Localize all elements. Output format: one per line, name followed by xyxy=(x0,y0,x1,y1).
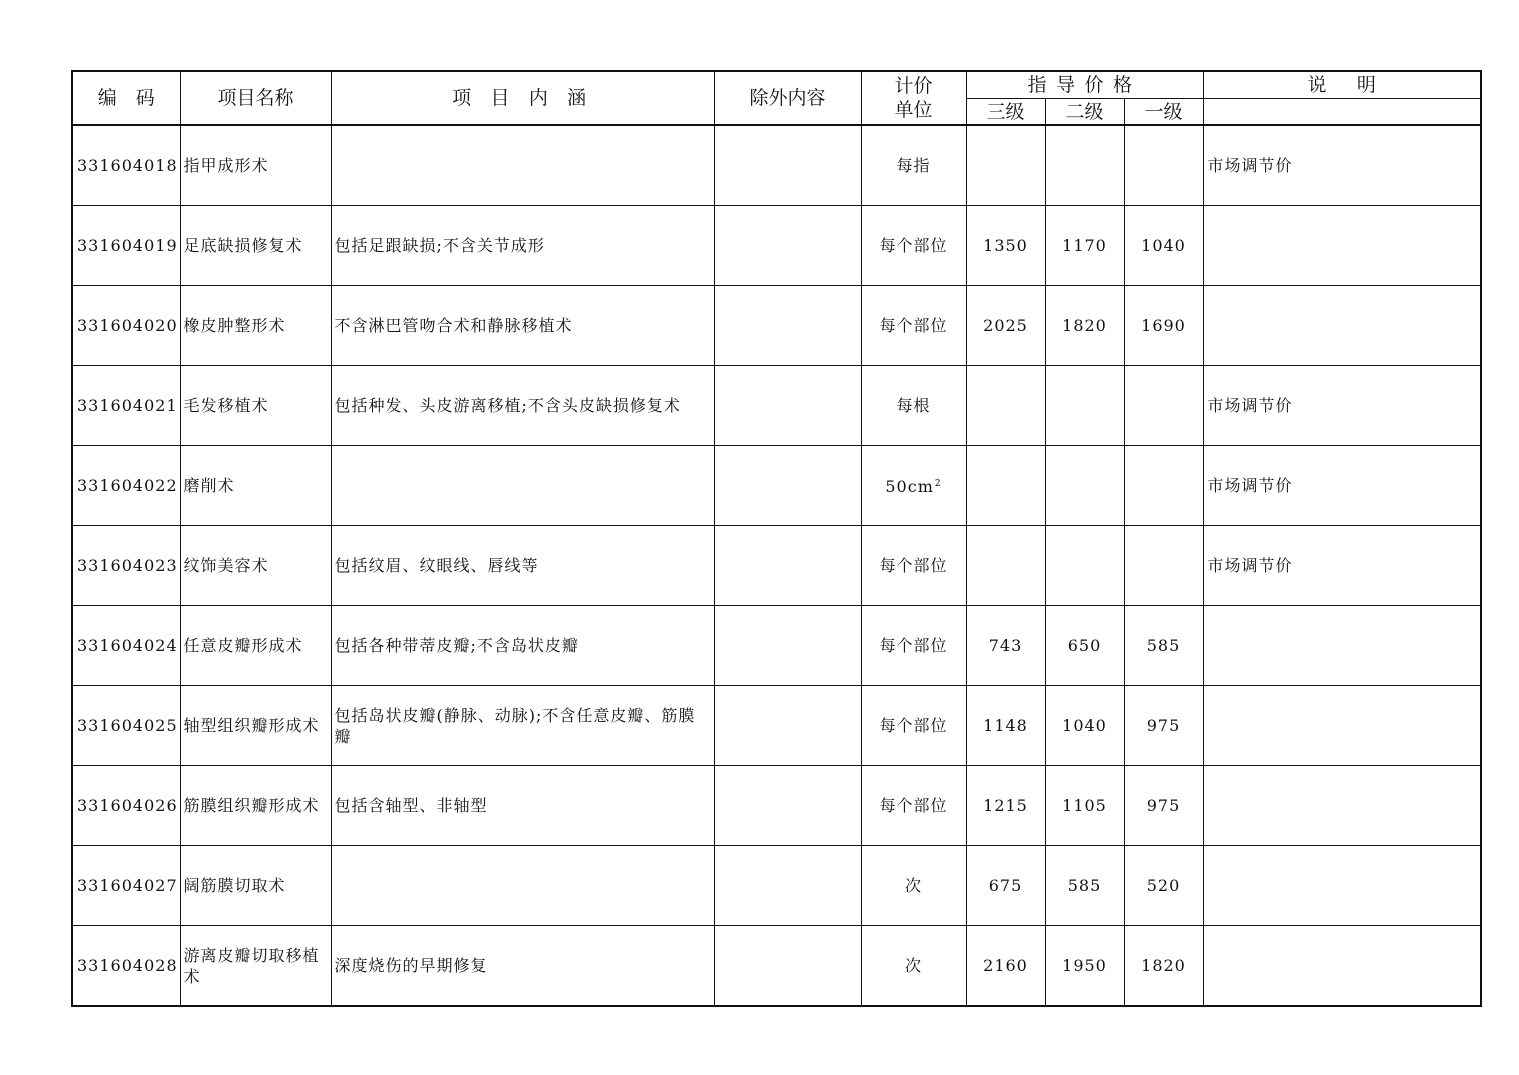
cell-name-text: 毛发移植术 xyxy=(183,396,269,415)
cell-code-text: 331604023 xyxy=(77,556,178,575)
cell-code xyxy=(72,366,180,446)
header-content-label: 项 目 内 涵 xyxy=(452,87,593,109)
cell-price-level3 xyxy=(966,526,1045,606)
cell-price-level2 xyxy=(1045,846,1124,926)
cell-price-level3 xyxy=(966,206,1045,286)
cell-name-text: 任意皮瓣形成术 xyxy=(183,636,303,655)
header-excluded-label: 除外内容 xyxy=(749,87,826,109)
cell-price-level1 xyxy=(1124,846,1203,926)
cell-unit-text: 每个部位 xyxy=(879,796,948,815)
cell-code-text: 331604019 xyxy=(77,236,178,255)
cell-price-level2 xyxy=(1045,206,1124,286)
cell-price-level1-text: 1820 xyxy=(1141,956,1186,975)
cell-note xyxy=(1203,446,1481,526)
cell-content-text: 包括各种带蒂皮瓣;不含岛状皮瓣 xyxy=(334,636,579,655)
cell-name-text: 阔筋膜切取术 xyxy=(183,876,286,895)
header-level2-label: 二级 xyxy=(1065,100,1104,123)
cell-content xyxy=(331,446,714,526)
cell-name-text: 指甲成形术 xyxy=(183,156,269,175)
cell-unit-text: 每根 xyxy=(896,396,931,415)
header-code-label: 编 码 xyxy=(97,87,155,109)
header-level1-label: 一级 xyxy=(1144,100,1183,123)
unit-superscript: 2 xyxy=(934,479,942,489)
cell-unit-text: 每个部位 xyxy=(879,636,948,655)
header-name-label: 项目名称 xyxy=(217,87,294,109)
cell-code-text: 331604022 xyxy=(77,476,178,495)
cell-price-level3 xyxy=(966,366,1045,446)
header-guide-price-label: 指导价格 xyxy=(1027,74,1142,96)
table-header xyxy=(72,71,1481,125)
cell-price-level3-text: 2025 xyxy=(983,316,1028,335)
cell-name xyxy=(180,606,331,686)
cell-price-level1 xyxy=(1124,286,1203,366)
cell-price-level2 xyxy=(1045,446,1124,526)
table-row xyxy=(72,686,1481,766)
cell-content-text: 包括足跟缺损;不含关节成形 xyxy=(334,236,545,255)
cell-excluded xyxy=(714,846,861,926)
cell-content xyxy=(331,206,714,286)
header-notes xyxy=(1203,71,1481,99)
cell-price-level2-text: 1950 xyxy=(1062,956,1107,975)
cell-price-level2 xyxy=(1045,526,1124,606)
cell-content xyxy=(331,366,714,446)
cell-content-text: 包括种发、头皮游离移植;不含头皮缺损修复术 xyxy=(334,396,681,415)
cell-price-level1-text: 1040 xyxy=(1141,236,1186,255)
cell-unit xyxy=(861,606,966,686)
cell-code xyxy=(72,206,180,286)
header-unit-line1: 计价 xyxy=(894,75,933,97)
cell-unit-text: 次 xyxy=(904,876,922,895)
table-row xyxy=(72,446,1481,526)
cell-price-level1 xyxy=(1124,926,1203,1007)
cell-unit-text: 每个部位 xyxy=(879,236,948,255)
cell-name xyxy=(180,926,331,1007)
table-row xyxy=(72,286,1481,366)
header-level3 xyxy=(966,99,1045,126)
cell-name xyxy=(180,125,331,206)
header-level1 xyxy=(1124,99,1203,126)
cell-price-level1 xyxy=(1124,125,1203,206)
cell-code-text: 331604021 xyxy=(77,396,178,415)
cell-price-level2 xyxy=(1045,366,1124,446)
cell-name xyxy=(180,286,331,366)
cell-excluded xyxy=(714,366,861,446)
cell-price-level3 xyxy=(966,606,1045,686)
table-row xyxy=(72,366,1481,446)
cell-unit-text: 每指 xyxy=(896,156,931,175)
cell-content-text: 包括纹眉、纹眼线、唇线等 xyxy=(334,556,539,575)
cell-price-level2-text: 650 xyxy=(1067,636,1102,655)
cell-code xyxy=(72,125,180,206)
cell-name xyxy=(180,366,331,446)
cell-price-level2-text: 1820 xyxy=(1062,316,1107,335)
cell-price-level2-text: 1105 xyxy=(1062,796,1107,815)
table-body xyxy=(72,125,1481,1006)
cell-price-level2-text: 1040 xyxy=(1062,716,1107,735)
table-row xyxy=(72,206,1481,286)
cell-unit-text: 每个部位 xyxy=(879,316,948,335)
cell-content xyxy=(331,125,714,206)
cell-code xyxy=(72,286,180,366)
cell-price-level3-text: 1148 xyxy=(983,716,1028,735)
cell-price-level3 xyxy=(966,446,1045,526)
cell-excluded xyxy=(714,125,861,206)
cell-excluded xyxy=(714,286,861,366)
cell-note-text: 市场调节价 xyxy=(1207,396,1293,415)
cell-code xyxy=(72,606,180,686)
cell-excluded xyxy=(714,446,861,526)
price-table xyxy=(71,70,1482,1007)
cell-price-level2-text: 585 xyxy=(1067,876,1102,895)
cell-price-level3-text: 743 xyxy=(988,636,1023,655)
cell-content xyxy=(331,286,714,366)
cell-note xyxy=(1203,926,1481,1007)
table-row xyxy=(72,926,1481,1007)
cell-content xyxy=(331,926,714,1007)
cell-note xyxy=(1203,606,1481,686)
table-row xyxy=(72,526,1481,606)
cell-price-level2 xyxy=(1045,926,1124,1007)
cell-price-level3 xyxy=(966,686,1045,766)
cell-name xyxy=(180,766,331,846)
cell-price-level3-text: 2160 xyxy=(983,956,1028,975)
cell-content xyxy=(331,766,714,846)
header-notes-blank xyxy=(1203,99,1481,126)
header-guide-price xyxy=(966,71,1203,99)
table-row xyxy=(72,766,1481,846)
header-unit-line2: 单位 xyxy=(894,99,933,121)
cell-content-text: 包括含轴型、非轴型 xyxy=(334,796,488,815)
cell-code-text: 331604020 xyxy=(77,316,178,335)
cell-content xyxy=(331,526,714,606)
cell-price-level3-text: 675 xyxy=(988,876,1023,895)
cell-excluded xyxy=(714,206,861,286)
cell-price-level3-text: 1215 xyxy=(983,796,1028,815)
header-level3-label: 三级 xyxy=(986,100,1025,123)
cell-note xyxy=(1203,206,1481,286)
cell-name xyxy=(180,206,331,286)
cell-price-level1 xyxy=(1124,526,1203,606)
cell-unit-text: 每个部位 xyxy=(879,716,948,735)
cell-content-text: 深度烧伤的早期修复 xyxy=(334,956,488,975)
cell-price-level3 xyxy=(966,926,1045,1007)
cell-price-level2 xyxy=(1045,606,1124,686)
cell-content xyxy=(331,686,714,766)
cell-price-level2 xyxy=(1045,125,1124,206)
cell-code xyxy=(72,766,180,846)
cell-name-text: 游离皮瓣切取移植术 xyxy=(183,945,320,986)
cell-name-text: 纹饰美容术 xyxy=(183,556,269,575)
cell-price-level3 xyxy=(966,286,1045,366)
cell-price-level3-text: 1350 xyxy=(983,236,1028,255)
cell-unit xyxy=(861,926,966,1007)
cell-name-text: 磨削术 xyxy=(183,476,235,495)
cell-price-level2-text: 1170 xyxy=(1062,236,1107,255)
cell-price-level2 xyxy=(1045,286,1124,366)
cell-unit xyxy=(861,125,966,206)
cell-unit-text: 次 xyxy=(904,956,922,975)
cell-code xyxy=(72,526,180,606)
cell-name-text: 橡皮肿整形术 xyxy=(183,316,286,335)
cell-price-level1-text: 585 xyxy=(1146,636,1181,655)
header-level2 xyxy=(1045,99,1124,126)
cell-code-text: 331604024 xyxy=(77,636,178,655)
cell-code xyxy=(72,686,180,766)
cell-note xyxy=(1203,526,1481,606)
cell-name-text: 足底缺损修复术 xyxy=(183,236,303,255)
table-row xyxy=(72,846,1481,926)
cell-price-level3 xyxy=(966,125,1045,206)
cell-price-level1-text: 975 xyxy=(1146,716,1181,735)
cell-excluded xyxy=(714,686,861,766)
cell-unit xyxy=(861,766,966,846)
cell-price-level1 xyxy=(1124,206,1203,286)
cell-name xyxy=(180,446,331,526)
header-content xyxy=(331,71,714,125)
cell-name xyxy=(180,526,331,606)
cell-price-level2 xyxy=(1045,766,1124,846)
cell-unit xyxy=(861,846,966,926)
cell-code-text: 331604026 xyxy=(77,796,178,815)
cell-price-level3 xyxy=(966,846,1045,926)
cell-excluded xyxy=(714,606,861,686)
cell-price-level1 xyxy=(1124,446,1203,526)
table-row xyxy=(72,606,1481,686)
cell-note-text: 市场调节价 xyxy=(1207,476,1293,495)
cell-name-text: 筋膜组织瓣形成术 xyxy=(183,796,320,815)
cell-unit xyxy=(861,446,966,526)
cell-excluded xyxy=(714,766,861,846)
cell-note xyxy=(1203,286,1481,366)
cell-code xyxy=(72,926,180,1007)
cell-price-level3 xyxy=(966,766,1045,846)
cell-price-level1 xyxy=(1124,686,1203,766)
table-row xyxy=(72,125,1481,206)
cell-price-level2 xyxy=(1045,686,1124,766)
header-code xyxy=(72,71,180,125)
header-excluded xyxy=(714,71,861,125)
cell-unit xyxy=(861,206,966,286)
cell-unit-text: 50cm xyxy=(885,477,934,496)
cell-note xyxy=(1203,766,1481,846)
cell-price-level1-text: 975 xyxy=(1146,796,1181,815)
cell-unit xyxy=(861,286,966,366)
cell-unit xyxy=(861,686,966,766)
cell-name xyxy=(180,846,331,926)
header-unit xyxy=(861,71,966,125)
cell-name xyxy=(180,686,331,766)
cell-note xyxy=(1203,686,1481,766)
cell-content xyxy=(331,846,714,926)
cell-unit xyxy=(861,366,966,446)
cell-code xyxy=(72,446,180,526)
cell-unit-text: 每个部位 xyxy=(879,556,948,575)
cell-code-text: 331604018 xyxy=(77,156,178,175)
cell-unit xyxy=(861,526,966,606)
cell-content-text: 不含淋巴管吻合术和静脉移植术 xyxy=(334,316,573,335)
cell-price-level1-text: 1690 xyxy=(1141,316,1186,335)
cell-price-level1 xyxy=(1124,766,1203,846)
cell-code-text: 331604025 xyxy=(77,716,178,735)
cell-excluded xyxy=(714,526,861,606)
cell-note-text: 市场调节价 xyxy=(1207,556,1293,575)
cell-note xyxy=(1203,125,1481,206)
cell-price-level1 xyxy=(1124,606,1203,686)
cell-code-text: 331604027 xyxy=(77,876,178,895)
cell-note xyxy=(1203,846,1481,926)
cell-note xyxy=(1203,366,1481,446)
cell-price-level1-text: 520 xyxy=(1146,876,1181,895)
cell-code-text: 331604028 xyxy=(77,956,178,975)
cell-content xyxy=(331,606,714,686)
header-name xyxy=(180,71,331,125)
cell-excluded xyxy=(714,926,861,1007)
cell-content-text: 包括岛状皮瓣(静脉、动脉);不含任意皮瓣、筋膜瓣 xyxy=(334,705,696,746)
header-notes-label: 说明 xyxy=(1307,74,1407,96)
cell-code xyxy=(72,846,180,926)
cell-price-level1 xyxy=(1124,366,1203,446)
cell-note-text: 市场调节价 xyxy=(1207,156,1293,175)
cell-name-text: 轴型组织瓣形成术 xyxy=(183,716,320,735)
